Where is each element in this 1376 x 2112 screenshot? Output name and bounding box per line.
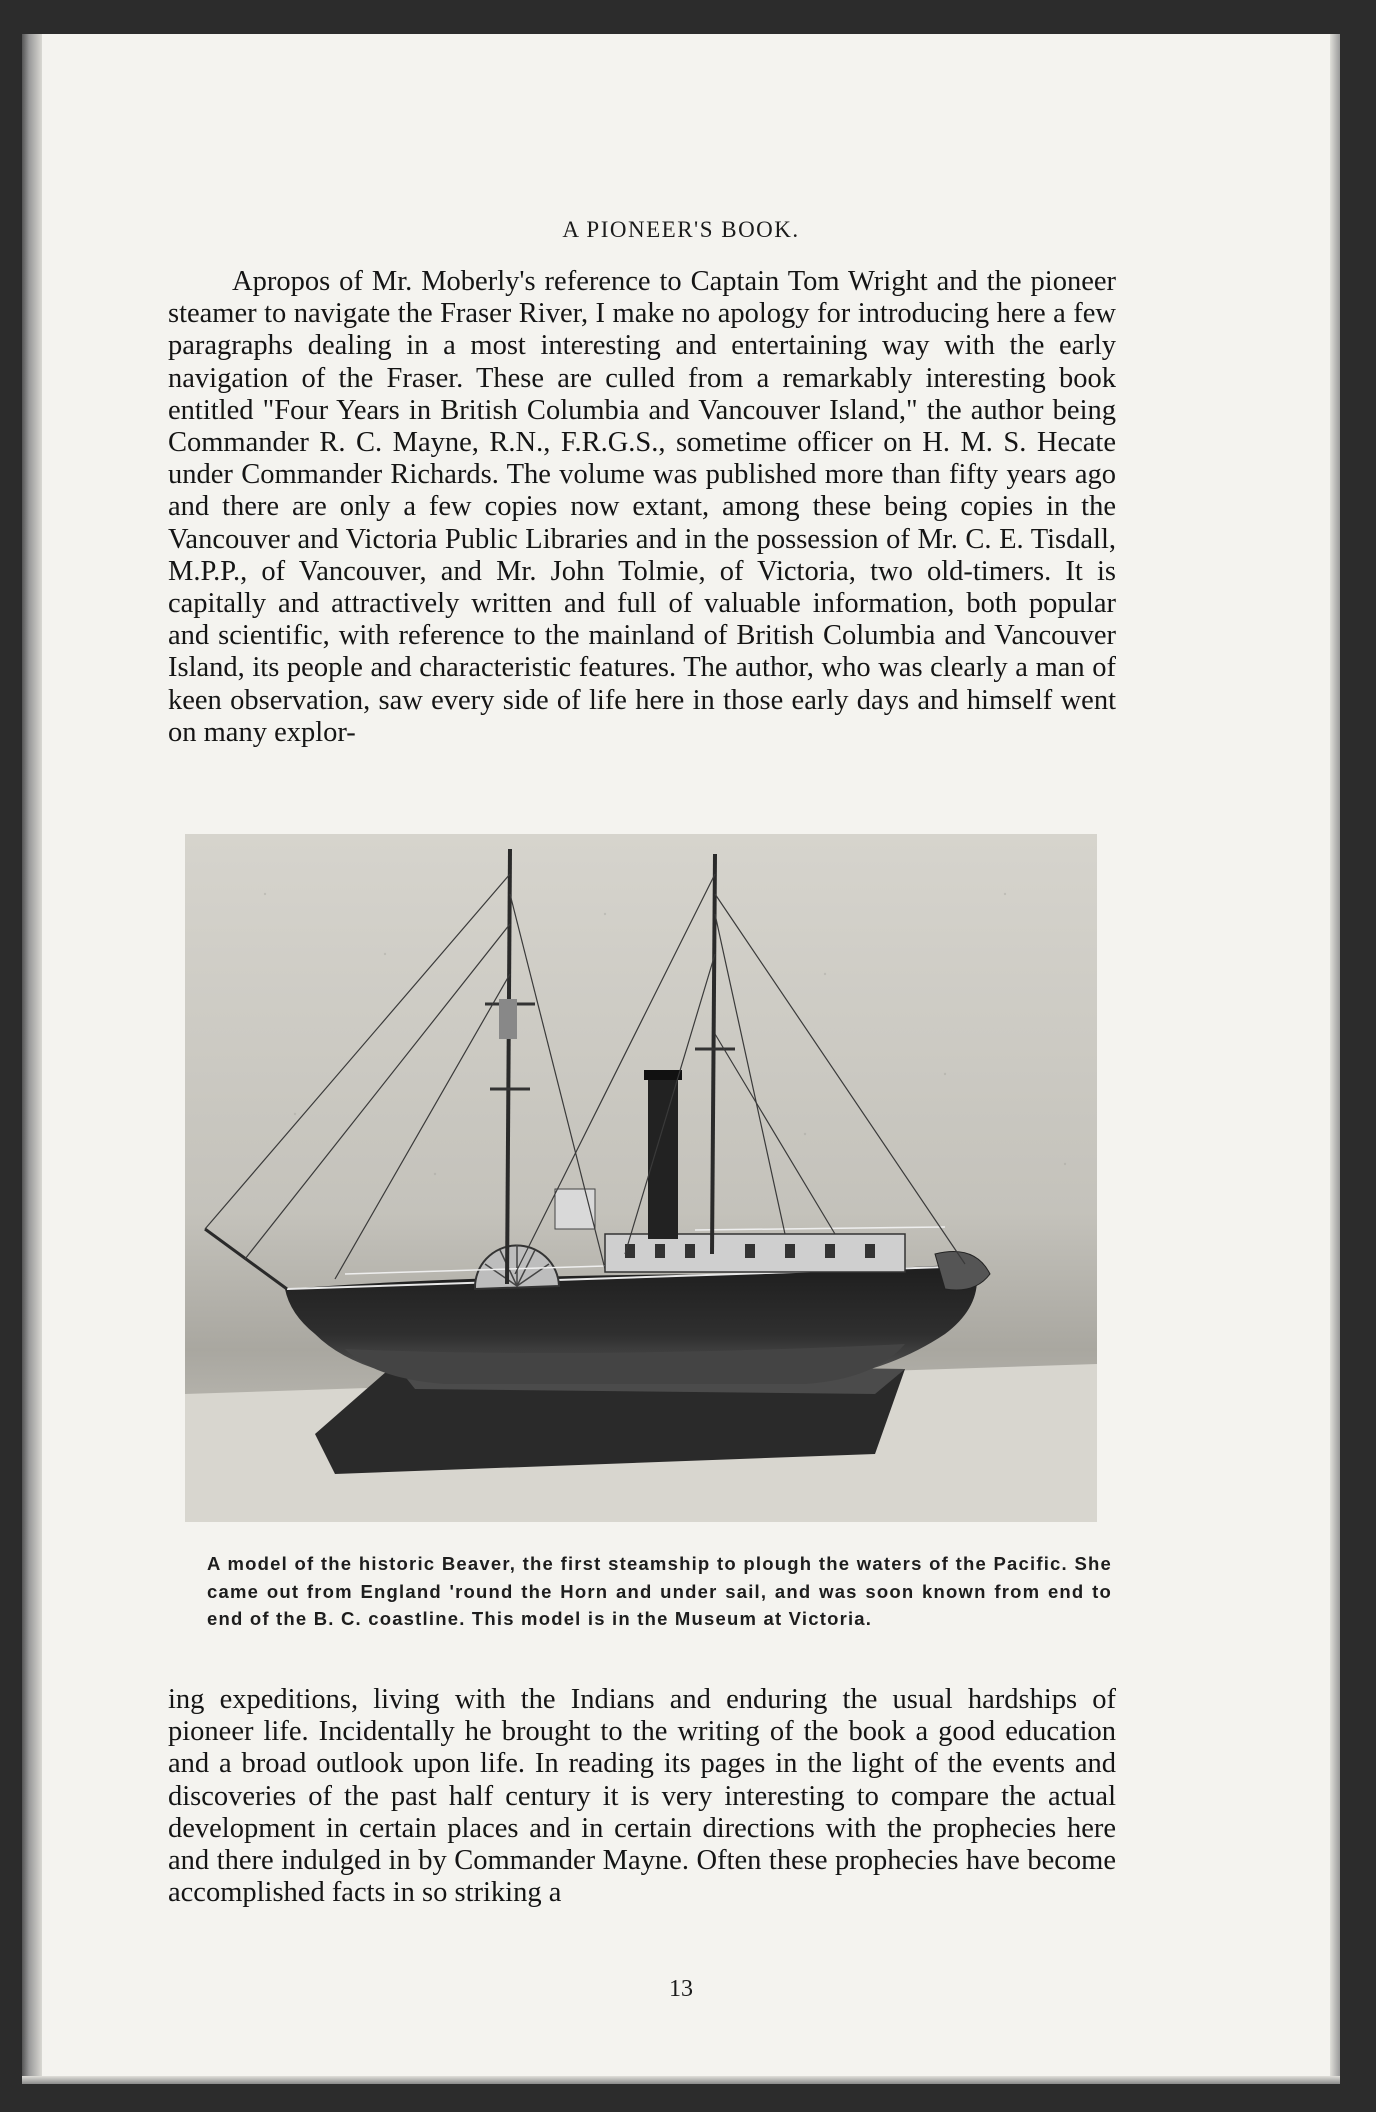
running-head: A PIONEER'S BOOK.	[562, 217, 800, 242]
book-page	[22, 34, 1340, 2084]
page-number: 13	[669, 1976, 693, 2002]
page-binding-edge	[22, 34, 42, 2084]
figure-caption: A model of the historic Beaver, the first steamship to plough the waters of the Pacific. She came out from England 'round the Horn and under sail, and was soon known from end to end of the B. C. coastline. This model is in the Museum at Victoria.	[207, 1553, 1112, 1629]
page-right-edge	[1330, 34, 1340, 2084]
page-bottom-edge	[22, 2076, 1340, 2084]
body-paragraph-2: ing expeditions, living with the Indians and enduring the usual hardships of pioneer life. Incidentally he brought to the writing of the book a good education and a broad outlook upon life. In reading its pages in the light of the events and discoveries of the past half century it is very interesting to compare the actual development in certain places and in certain directions with the prophecies here and there indulged in by Commander Mayne. Often these prophecies have become accomplished facts in so striking a	[168, 1684, 1116, 1909]
body-paragraph-1: Apropos of Mr. Moberly's reference to Captain Tom Wright and the pioneer steamer to navigate the Fraser River, I make no apology for introducing here a few paragraphs dealing in a most interesting and entertaining way with the early navigation of the Fraser. These are culled from a remarkably interesting book entitled "Four Years in British Columbia and Vancouver Island," the author being Commander R. C. Mayne, R.N., F.R.G.S., sometime officer on H. M. S. Hecate under Commander Richards. The volume was published more than fifty years ago and there are only a few copies now extant, among these being copies in the Vancouver and Victoria Public Libraries and in the possession of Mr. C. E. Tisdall, M.P.P., of Vancouver, and Mr. John Tolmie, of Victoria, two old-timers. It is capitally and attractively written and full of valuable information, both popular and scientific, with reference to the mainland of British Columbia and Vancouver Island, its people and characteristic features. The author, who was clearly a man of keen observation, saw every side of life here in those early days and himself went on many explor-	[168, 266, 1116, 748]
steamship-beaver-photo	[185, 834, 1097, 1522]
